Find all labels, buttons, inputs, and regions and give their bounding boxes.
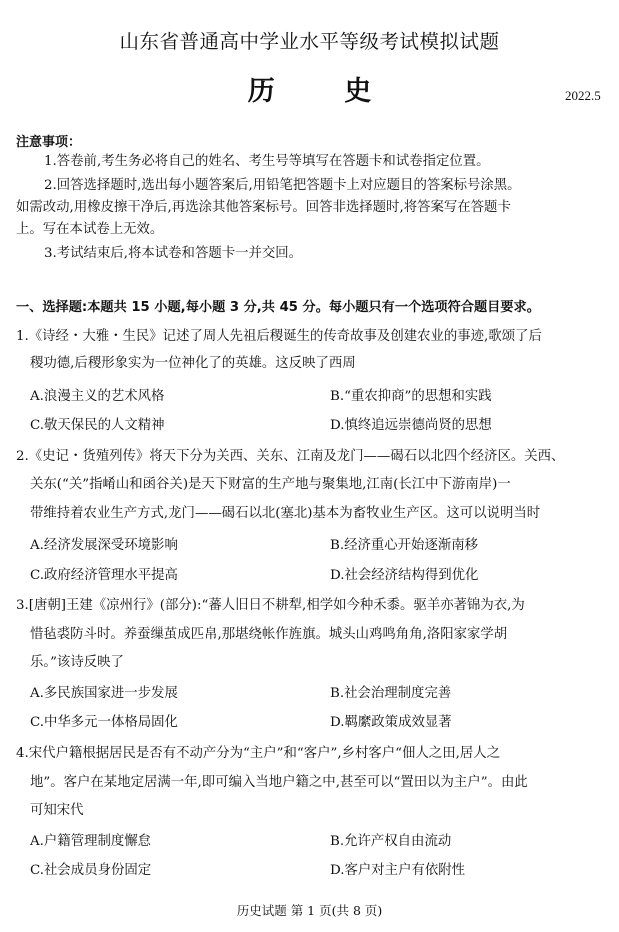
question-2-line-2: 关东(“关”指崤山和函谷关)是天下财富的生产地与聚集地,江南(长江中下游南岸)一	[30, 477, 511, 492]
section-heading: 一、选择题:本题共 15 小题,每小题 3 分,共 45 分。每小题只有一个选项符合题目要求。	[16, 300, 540, 315]
exam-title: 山东省普通高中学业水平等级考试模拟试题	[119, 30, 500, 53]
notice-line-4: 上。写在本试卷上无效。	[16, 222, 164, 237]
question-4-line-3: 可知宋代	[30, 803, 84, 818]
page-footer: 历史试题 第 1 页(共 8 页)	[236, 903, 383, 918]
question-1-line-1: 1.《诗经・大雅・生民》记述了周人先祖后稷诞生的传奇故事及创建农业的事迹,歌颂了后	[16, 329, 542, 344]
question-1-option-a[interactable]: A.浪漫主义的艺术风格	[30, 389, 165, 404]
question-1-option-d[interactable]: D.慎终追远崇德尚贤的思想	[330, 418, 492, 433]
notice-line-2: 2.回答选择题时,选出每小题答案后,用铅笔把答题卡上对应题目的答案标号涂黑。	[44, 178, 521, 193]
notice-line-3: 如需改动,用橡皮擦干净后,再选涂其他答案标号。回答非选择题时,将答案写在答题卡	[16, 200, 511, 215]
question-2-line-3: 带维持着农业生产方式,龙门——碣石以北(塞北)基本为畜牧业生产区。这可以说明当时	[30, 506, 541, 521]
question-1-line-2: 稷功德,后稷形象实为一位神化了的英雄。这反映了西周	[30, 356, 356, 371]
notice-heading: 注意事项：	[16, 135, 82, 150]
question-4-option-a[interactable]: A.户籍管理制度懈怠	[30, 834, 152, 849]
question-3-option-c[interactable]: C.中华多元一体格局固化	[30, 715, 178, 730]
question-3-option-b[interactable]: B.社会治理制度完善	[330, 686, 452, 701]
question-2-option-b[interactable]: B.经济重心开始逐渐南移	[330, 538, 479, 553]
notice-line-1: 1.答卷前,考生务必将自己的姓名、考生号等填写在答题卡和试卷指定位置。	[44, 154, 490, 169]
question-2-line-1: 2.《史记・货殖列传》将天下分为关西、关东、江南及龙门——碣石以北四个经济区。关西、	[16, 449, 565, 464]
question-2-option-d[interactable]: D.社会经济结构得到优化	[330, 568, 479, 583]
question-4-line-2: 地”。客户在某地定居满一年,即可编入当地户籍之中,甚至可以“置田以为主户”。由此	[30, 775, 528, 790]
question-2-option-a[interactable]: A.经济发展深受环境影响	[30, 538, 178, 553]
question-3-option-a[interactable]: A.多民族国家进一步发展	[30, 686, 178, 701]
question-1-option-b[interactable]: B.“重农抑商”的思想和实践	[330, 389, 492, 404]
question-1-option-c[interactable]: C.敬天保民的人文精神	[30, 418, 165, 433]
question-4-line-1: 4.宋代户籍根据居民是否有不动产分为“主户”和“客户”,乡村客户“佃人之田,居人之	[16, 746, 501, 761]
question-3-line-3: 乐。”该诗反映了	[30, 655, 124, 670]
exam-date: 2022.5	[565, 88, 601, 103]
question-3-line-2: 惜毡裘防斗时。养蚕缫茧成匹帛,那堪绕帐作旌旗。城头山鸡鸣角角,洛阳家家学胡	[30, 627, 508, 642]
question-4-option-d[interactable]: D.客户对主户有依附性	[330, 863, 466, 878]
question-3-line-1: 3.[唐朝]王建《凉州行》(部分):“蕃人旧日不耕犁,相学如今种禾黍。驱羊亦著锦为衣,为	[16, 598, 525, 613]
question-3-option-d[interactable]: D.羁縻政策成效显著	[330, 715, 452, 730]
notice-line-5: 3.考试结束后,将本试卷和答题卡一并交回。	[44, 246, 303, 261]
question-4-option-b[interactable]: B.允许产权自由流动	[330, 834, 452, 849]
question-4-option-c[interactable]: C.社会成员身份固定	[30, 863, 152, 878]
subject-title: 历 史	[247, 76, 402, 107]
question-2-option-c[interactable]: C.政府经济管理水平提高	[30, 568, 178, 583]
